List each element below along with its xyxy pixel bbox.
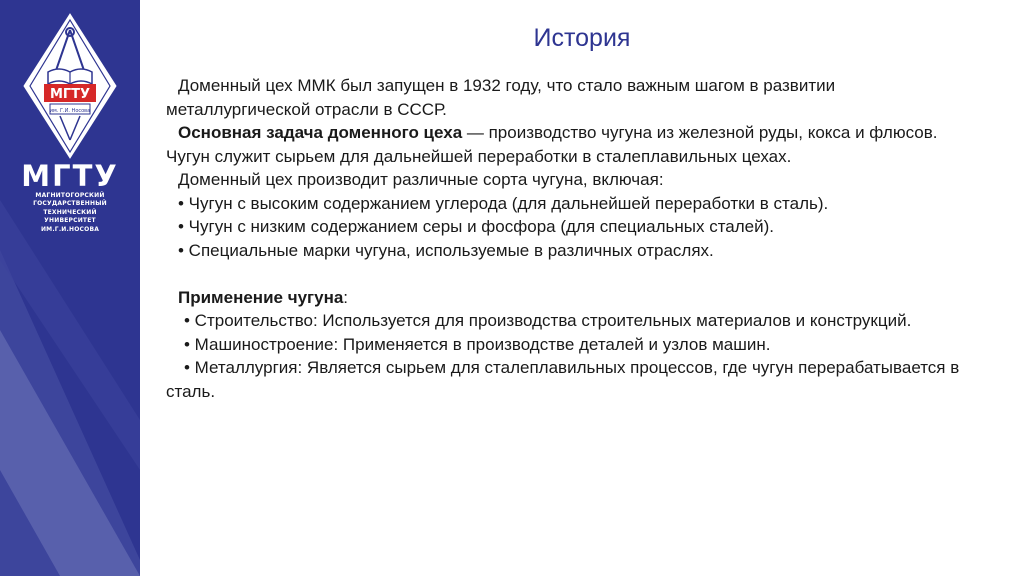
logo-badge-text: МГТУ <box>49 87 91 102</box>
spacer <box>166 262 966 286</box>
list-item-usage: • Машиностроение: Применяется в производстве деталей и узлов машин. <box>184 334 771 354</box>
list-item-usage: • Строительство: Используется для производства строительных материалов и конструкций. <box>184 311 912 330</box>
list-item-usage: • Металлургия: Является сырьем для сталеплавильных процессов, где чугун перерабатывается в сталь. <box>166 358 960 401</box>
brand-name: МГТУ <box>21 159 119 193</box>
list-item-grade: • Чугун с низким содержанием серы и фосфора (для специальных сталей). <box>178 217 775 236</box>
usage-heading-bold: Применение чугуна <box>178 287 344 307</box>
university-name-line: ТЕХНИЧЕСКИЙ <box>43 208 97 216</box>
paragraph-main-task <box>166 121 966 168</box>
list-item-grade: • Чугун с высоким содержанием углерода (для дальнейшей переработки в сталь). <box>178 193 829 213</box>
slide-title: История <box>533 24 631 52</box>
usage-heading-colon: : <box>343 287 349 307</box>
usage-heading <box>166 286 966 310</box>
university-name-line: ИМ.Г.И.НОСОВА <box>40 225 100 233</box>
list-item-grade: • Специальные марки чугуна, используемые в различных отраслях. <box>178 240 714 260</box>
slide-body <box>166 74 966 403</box>
paragraph-history: Доменный цех ММК был запущен в 1932 году, что стало важным шагом в развитии металлургической отрасли в СССР. <box>166 76 836 119</box>
main-task-text: — производство чугуна из железной руды, кокса и флюсов. Чугун служит сырьем для дальнейшей переработки в сталеплавильных цехах. <box>166 123 938 166</box>
paragraph-grades-intro: Доменный цех производит различные сорта чугуна, включая: <box>178 170 664 189</box>
main-task-heading: Основная задача доменного цеха <box>178 123 463 142</box>
university-name-line: УНИВЕРСИТЕТ <box>44 217 96 225</box>
university-logo-icon <box>22 12 118 162</box>
university-name-line: ГОСУДАРСТВЕННЫЙ <box>33 200 107 208</box>
university-name-line: МАГНИТОГОРСКИЙ <box>35 192 105 199</box>
university-full-name <box>0 192 140 234</box>
sidebar <box>0 0 140 576</box>
logo-ribbon-text: им. Г.И. Носова <box>49 108 91 114</box>
